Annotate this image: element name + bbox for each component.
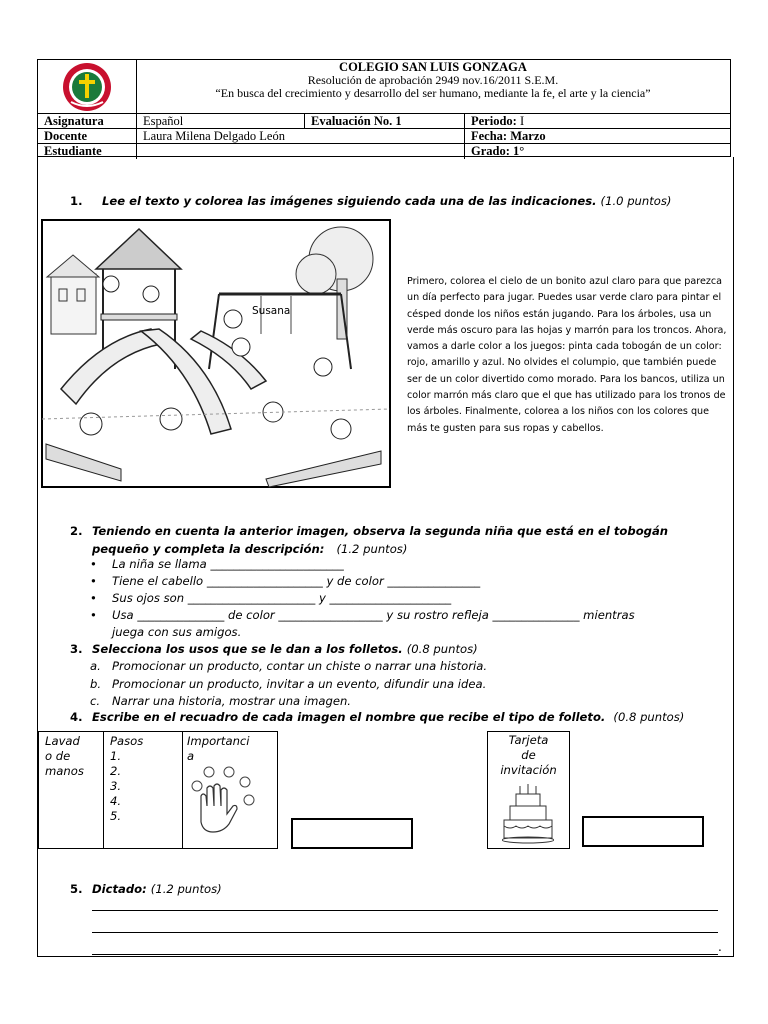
header-table (37, 59, 731, 157)
q2-instruction (70, 523, 668, 539)
option-letter: a. (90, 659, 101, 673)
q3-number: 3. (70, 642, 83, 656)
col-divider (103, 732, 104, 848)
col2-steps (110, 734, 143, 824)
docente-value: Laura Milena Delgado León (136, 129, 464, 144)
card-line: de (521, 748, 536, 762)
school-info (136, 60, 730, 113)
q3-option-a[interactable] (90, 658, 487, 675)
q2-item-text: Sus ojos son ______________________ y _____________________ (112, 591, 452, 605)
col2-title: Pasos (110, 734, 144, 748)
dictation-line-2[interactable] (92, 932, 718, 933)
q5-number: 5. (70, 882, 83, 896)
handwash-brochure (38, 731, 278, 849)
q5-text: Dictado: (92, 882, 147, 896)
grado-value: 1° (513, 144, 525, 158)
school-name: COLEGIO SAN LUIS GONZAGA (339, 60, 527, 74)
q5-points: (1.2 puntos) (150, 882, 222, 896)
col1-line: o de (45, 749, 71, 763)
col3-line: a (187, 749, 195, 763)
fecha-cell (464, 129, 732, 144)
bullet-icon: • (90, 608, 97, 622)
q1-number: 1. (70, 194, 83, 208)
grado-label: Grado: (471, 144, 510, 158)
q2-item-text: Tiene el cabello ____________________ y de color ________________ (112, 574, 481, 588)
option-letter: c. (90, 694, 101, 708)
asignatura-value: Español (136, 114, 304, 129)
periodo-value: I (519, 114, 525, 128)
hand-germs-icon (189, 766, 255, 836)
step-number: 5. (110, 809, 122, 823)
col3-title (187, 734, 250, 764)
asignatura-label: Asignatura (44, 114, 104, 128)
q5-instruction (70, 881, 222, 897)
col-divider (182, 732, 183, 848)
susana-label: Susana (252, 305, 291, 317)
dictation-line-3[interactable] (92, 954, 718, 955)
card-line: invitación (500, 763, 557, 777)
dictation-line-1[interactable] (92, 910, 718, 911)
bullet-icon: • (90, 557, 97, 571)
playground-image (41, 219, 391, 488)
q2-item-3[interactable] (90, 590, 451, 607)
row-asignatura (38, 113, 730, 129)
q1-text: Lee el texto y colorea las imágenes siguiendo cada una de las indicaciones. (102, 194, 597, 208)
motto-text: “En busca del crecimiento y desarrollo del ser humano, mediante la fe, el arte y la ciencia” (215, 86, 651, 100)
step-number: 2. (110, 764, 122, 778)
logo-cell (38, 60, 137, 113)
col1-line: Lavad (45, 734, 80, 748)
fecha-label: Fecha: (471, 129, 508, 143)
coloring-instructions: Primero, colorea el cielo de un bonito azul claro para que parezca un día perfecto para jugar. Puedes usar verde claro para pintar el césped donde los niños están jugando. Para los árboles, usa un verde más oscuro para las hojas y marrón para los troncos. Ahora, vamos a darle color a los juegos: pinta cada tobogán de un color: rojo, amarillo y azul. No olvides el columpio, que también puede ser de un color divertido como morado. Para los bancos, utiliza un color marrón más claro que el que has utilizado para los tronos de los árboles. Finalmente, colorea a los niños con los colores que más te gusten para sus ropas y cabellos. (407, 276, 727, 434)
docente-label: Docente (44, 129, 88, 143)
estudiante-label: Estudiante (44, 144, 102, 158)
periodo-label: Periodo: (471, 114, 517, 128)
cake-icon (502, 784, 554, 844)
answer-box-2[interactable] (582, 816, 704, 847)
q3-option-c[interactable] (90, 693, 351, 710)
playground-illustration (41, 219, 391, 488)
card-title (488, 733, 569, 778)
q2-line1: Teniendo en cuenta la anterior imagen, observa la segunda niña que está en el tobogán (92, 524, 669, 538)
step-number: 3. (110, 779, 122, 793)
dictation-end-mark: . (718, 940, 722, 954)
bullet-icon: • (90, 574, 97, 588)
evaluacion-label: Evaluación No. 1 (304, 114, 464, 129)
option-text: Promocionar un producto, invitar a un evento, difundir una idea. (112, 677, 487, 691)
q4-points: (0.8 puntos) (613, 710, 685, 724)
step-number: 4. (110, 794, 122, 808)
school-logo-icon (38, 60, 136, 113)
option-text: Narrar una historia, mostrar una imagen. (112, 694, 351, 708)
q3-option-b[interactable] (90, 676, 486, 693)
row-docente (38, 128, 730, 144)
card-line: Tarjeta (508, 733, 549, 747)
q4-text: Escribe en el recuadro de cada imagen el nombre que recibe el tipo de folleto. (92, 710, 606, 724)
q1-points: (1.0 puntos) (600, 194, 672, 208)
q2-item-1[interactable] (90, 556, 344, 573)
bullet-icon: • (90, 591, 97, 605)
q2-points: (1.2 puntos) (336, 542, 408, 556)
q4-number: 4. (70, 710, 83, 724)
col1-line: manos (45, 764, 84, 778)
q2-item-2[interactable] (90, 573, 480, 590)
q2-item-text: La niña se llama _______________________ (112, 557, 344, 571)
answer-box-1[interactable] (291, 818, 413, 849)
resolution-text: Resolución de aprobación 2949 nov.16/2011 S.E.M. (307, 73, 559, 87)
q3-text: Selecciona los usos que se le dan a los folletos. (92, 642, 403, 656)
q2-number: 2. (70, 524, 83, 538)
q2-line2: pequeño y completa la descripción: (92, 542, 325, 556)
q2-item-4[interactable] (90, 607, 635, 624)
q2-item-4-cont: juega con sus amigos. (112, 625, 242, 639)
q1-instruction (70, 193, 671, 209)
q3-points: (0.8 puntos) (406, 642, 478, 656)
periodo-cell (464, 114, 732, 129)
col1-title (45, 734, 84, 779)
q3-instruction (70, 641, 478, 657)
option-letter: b. (90, 677, 102, 691)
option-text: Promocionar un producto, contar un chiste o narrar una historia. (112, 659, 488, 673)
q4-instruction (70, 709, 684, 725)
step-number: 1. (110, 749, 122, 763)
col3-line: Importanci (187, 734, 250, 748)
q2-line2-row (92, 541, 407, 557)
fecha-value: Marzo (510, 129, 546, 143)
q2-item-text: Usa _______________ de color __________________ y su rostro refleja _______________ mientras (112, 608, 635, 622)
invitation-card (487, 731, 570, 849)
